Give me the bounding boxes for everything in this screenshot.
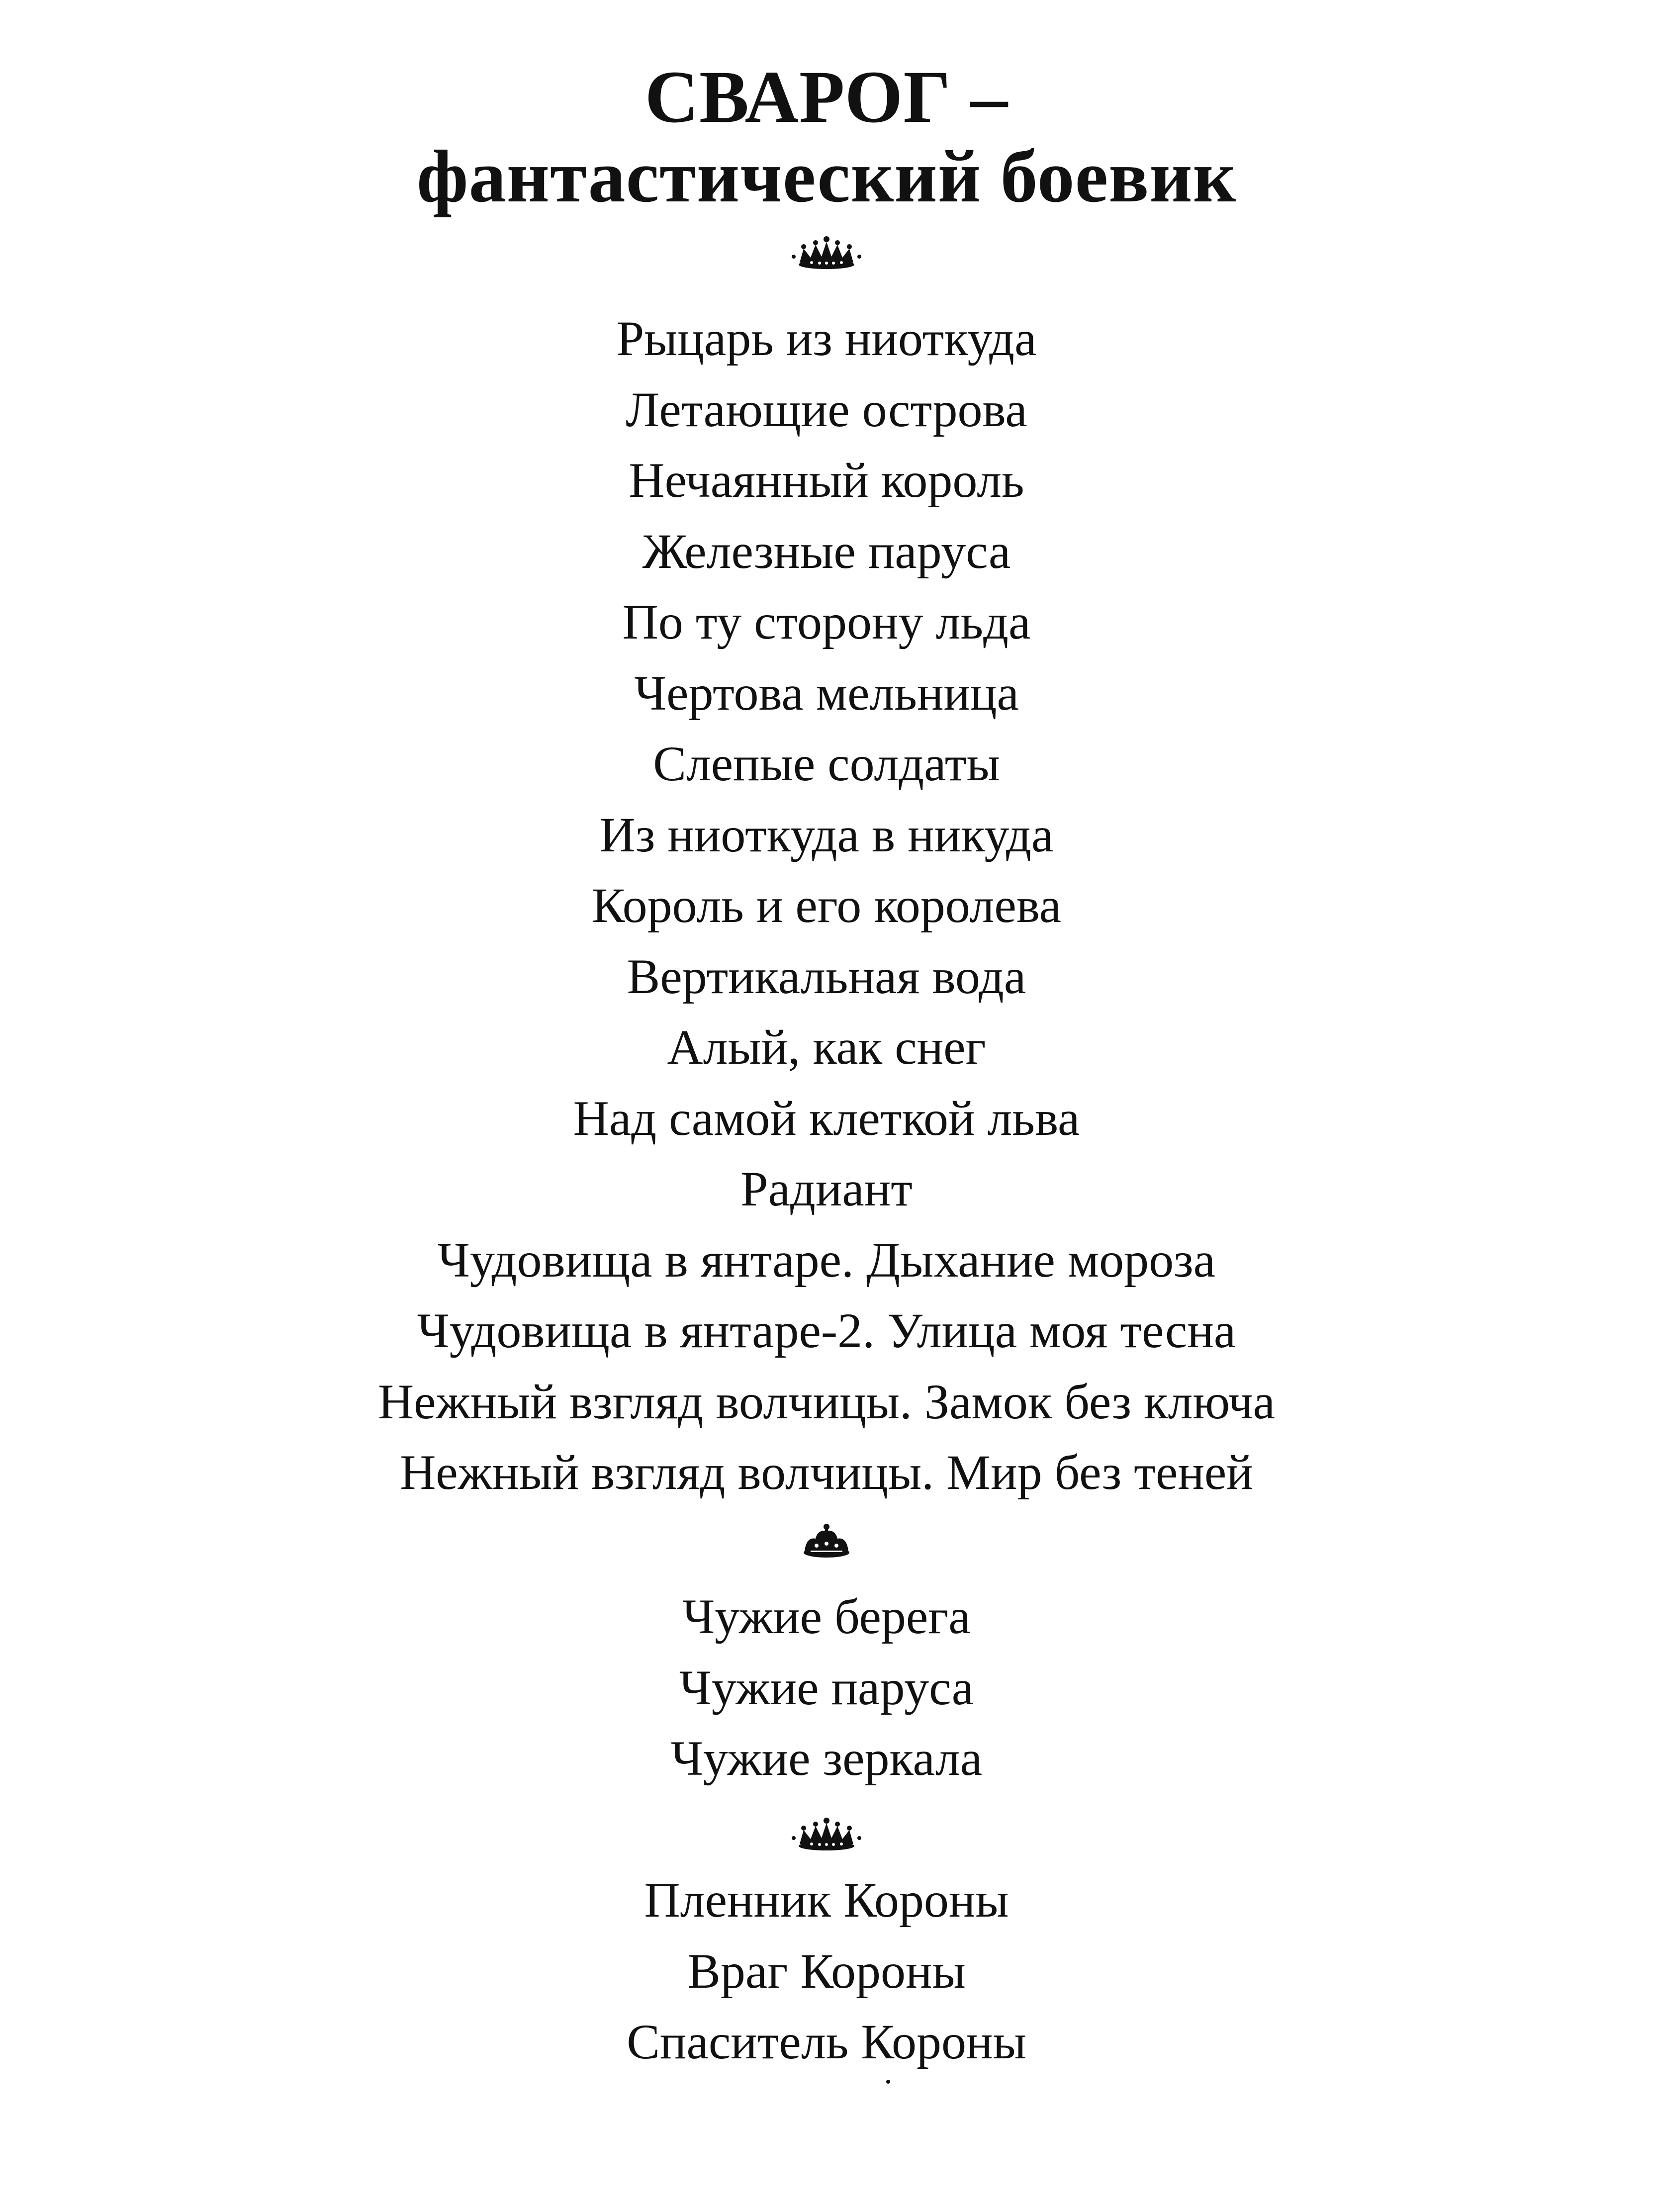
crown-icon [787, 234, 866, 274]
book-title: Вертикальная вода [627, 948, 1026, 1004]
book-title: По ту сторону льда [622, 594, 1031, 649]
series-title-line-2: фантастический боевик [416, 135, 1237, 218]
book-title: Железные паруса [642, 523, 1011, 579]
book-list-group-3 [0, 1865, 1653, 2078]
book-title: Пленник Короны [644, 1872, 1009, 1928]
book-title: Над самой клеткой льва [573, 1090, 1080, 1146]
book-title: Спаситель Короны [627, 2014, 1026, 2069]
book-title: Король и его королева [591, 878, 1062, 933]
book-title: Рыцарь из ниоткуда [616, 311, 1037, 366]
crown-icon [787, 1522, 866, 1562]
book-title: Из ниоткуда в никуда [599, 807, 1054, 862]
book-title: Летающие острова [626, 381, 1027, 437]
book-title: Алый, как снег [667, 1019, 986, 1075]
print-speck [886, 2080, 890, 2084]
crown-icon [787, 1815, 866, 1855]
book-title: Враг Короны [687, 1943, 966, 1999]
book-title: Радиант [740, 1161, 913, 1216]
book-title: Слепые солдаты [653, 736, 1000, 791]
book-title: Чудовища в янтаре-2. Улица моя тесна [417, 1303, 1236, 1358]
book-title: Нежный взгляд волчицы. Замок без ключа [377, 1374, 1276, 1429]
book-title: Чужие зеркала [670, 1731, 983, 1786]
book-list-group-2 [0, 1581, 1653, 1794]
series-title-line-1: СВАРОГ – [644, 56, 1009, 138]
book-title: Чужие берега [682, 1589, 971, 1644]
book-list-group-1 [0, 303, 1653, 1508]
book-title: Чертова мельница [634, 665, 1019, 721]
book-title: Нечаянный король [629, 453, 1024, 508]
book-title: Нежный взгляд волчицы. Мир без теней [400, 1445, 1253, 1500]
book-title: Чужие паруса [679, 1659, 974, 1715]
book-title: Чудовища в янтаре. Дыхание мороза [437, 1232, 1216, 1288]
